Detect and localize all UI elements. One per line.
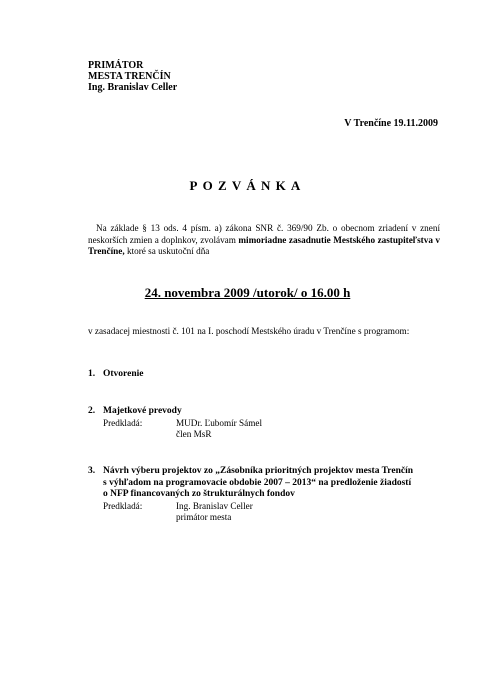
agenda-item-3-presenter-role: primátor mesta	[176, 512, 232, 522]
intro-text-end: ktoré sa uskutoční dňa	[124, 246, 210, 256]
agenda-item-2-presenter-role: člen MsR	[176, 429, 212, 439]
agenda-item-3-presenter-label: Predkladá:	[103, 501, 143, 511]
agenda-item-3-title-line-1: Návrh výberu projektov zo „Zásobníka prioritných projektov mesta Trenčín	[103, 466, 413, 476]
agenda-item-1-title: Otvorenie	[103, 369, 144, 379]
agenda-item-1-number: 1.	[88, 369, 96, 379]
agenda-item-2-title: Majetkové prevody	[103, 406, 182, 416]
meeting-datetime: 24. novembra 2009 /utorok/ o 16.00 h	[144, 285, 351, 300]
intro-text-bold: mimoriadne zasadnutie Mestského zastupiteľstva v Trenčíne,	[88, 234, 440, 256]
agenda-item-2-presenter-label: Predkladá:	[103, 418, 143, 428]
agenda-item-3-presenter-name: Ing. Branislav Celler	[176, 501, 253, 511]
intro-text-start: Na základe § 13 ods. 4 písm. a) zákona SNR č. 369/90 Zb. o obecnom zriadení v znení neskorších zmien a doplnkov, zvolávam	[88, 223, 440, 245]
agenda-item-3-title-line-3: o NFP financovaných zo štrukturálnych fondov	[103, 489, 295, 499]
document-title: POZVÁNKA	[189, 178, 306, 193]
meeting-location: v zasadacej miestnosti č. 101 na I. poschodí Mestského úradu v Trenčíne s programom:	[88, 326, 410, 336]
document-date: V Trenčíne 19.11.2009	[344, 118, 438, 129]
header-line-title: PRIMÁTOR	[88, 60, 144, 71]
intro-paragraph	[88, 223, 440, 258]
agenda-item-2-number: 2.	[88, 406, 96, 416]
agenda-item-2-presenter-name: MUDr. Ľubomír Sámel	[176, 418, 262, 428]
agenda-item-3-number: 3.	[88, 466, 96, 476]
header-line-office: MESTA TRENČÍN	[88, 71, 171, 82]
header-line-name: Ing. Branislav Celler	[88, 82, 178, 93]
agenda-item-3-title-line-2: s výhľadom na programovacie obdobie 2007 – 2013“ na predloženie žiadostí	[103, 477, 412, 488]
